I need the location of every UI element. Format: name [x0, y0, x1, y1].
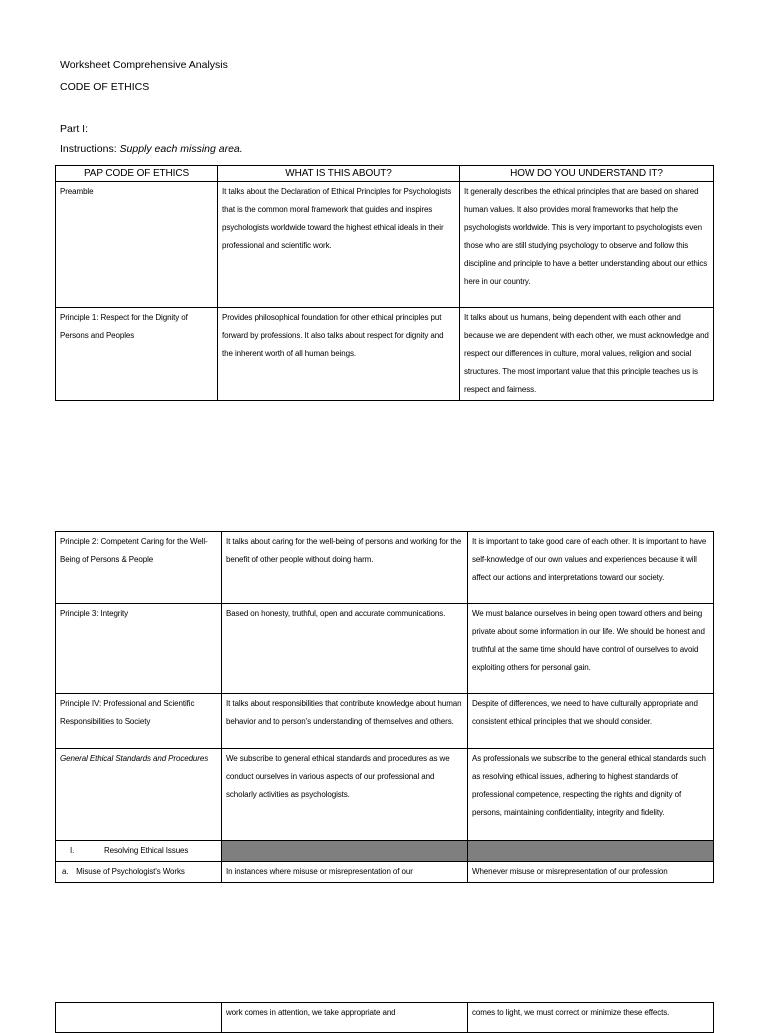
- ethics-table-page-1: [55, 165, 714, 401]
- ethics-table-page-2: [55, 531, 714, 883]
- section-title: Resolving Ethical Issues: [104, 846, 189, 855]
- table-row: [56, 862, 714, 883]
- shaded-cell: [468, 841, 714, 862]
- instructions-text: Supply each missing area.: [119, 143, 243, 155]
- row-understand-cell: It is important to take good care of each other. It is important to have self-knowledge of our own values and experiences because it will affect our actions and interpretations toward our society.: [468, 532, 714, 604]
- column-header-about: WHAT IS THIS ABOUT?: [218, 166, 460, 182]
- row-about-cell: In instances where misuse or misrepresentation of our: [222, 862, 468, 883]
- row-about-cell: It talks about the Declaration of Ethical Principles for Psychologists that is the common moral framework that guides and inspires psychologists worldwide toward the highest ethical ideals in their professional and scientific work.: [218, 182, 460, 308]
- row-label: [56, 1003, 222, 1033]
- row-label: [56, 862, 222, 883]
- row-about-cell: It talks about responsibilities that contribute knowledge about human behavior and to person's understanding of themselves and others.: [222, 694, 468, 749]
- row-understand-cell: We must balance ourselves in being open toward others and being private about some information in our life. We should be honest and truthful at the same time should have control of ourselves to avoid exploiting others for personal gain.: [468, 604, 714, 694]
- instructions-line: [60, 143, 243, 155]
- table-header-row: [56, 166, 714, 182]
- column-header-code: PAP CODE OF ETHICS: [56, 166, 218, 182]
- row-understand-cell: It talks about us humans, being dependent with each other and because we are dependent with each other, we must acknowledge and respect our differences in culture, moral values, religion and social structures. The most important value that this principle teaches us is respect and fairness.: [460, 308, 714, 401]
- row-label: Principle 3: Integrity: [56, 604, 222, 694]
- shaded-cell: [222, 841, 468, 862]
- table-row: [56, 1003, 714, 1033]
- table-row: [56, 182, 714, 308]
- table-row: [56, 749, 714, 841]
- row-label: Principle IV: Professional and Scientific Responsibilities to Society: [56, 694, 222, 749]
- row-understand-cell: It generally describes the ethical principles that are based on shared human values. It also provides moral frameworks that help the psychologists worldwide. This is very important to psychologists even those who are still studying psychology to observe and follow this discipline and principle to have a better understanding about our ethics here in our country.: [460, 182, 714, 308]
- section-row: [56, 841, 714, 862]
- row-label: Preamble: [56, 182, 218, 308]
- row-about-cell: Provides philosophical foundation for other ethical principles put forward by professions. It also talks about respect for dignity and the inherent worth of all human beings.: [218, 308, 460, 401]
- table-row: [56, 308, 714, 401]
- document-subtitle: CODE OF ETHICS: [60, 81, 150, 93]
- table-row: [56, 694, 714, 749]
- row-label: Principle 2: Competent Caring for the Well-Being of Persons & People: [56, 532, 222, 604]
- table-row: [56, 532, 714, 604]
- part-label: Part I:: [60, 123, 89, 135]
- column-header-understand: HOW DO YOU UNDERSTAND IT?: [460, 166, 714, 182]
- row-about-cell: We subscribe to general ethical standards and procedures as we conduct ourselves in various aspects of our professional and scholarly activities as psychologists.: [222, 749, 468, 841]
- worksheet-title: Worksheet Comprehensive Analysis: [60, 59, 228, 71]
- table-row: [56, 604, 714, 694]
- subsection-letter: a.: [62, 867, 69, 876]
- subsection-title: Misuse of Psychologist's Works: [76, 867, 185, 876]
- section-number: I.: [70, 846, 75, 855]
- row-about-cell: Based on honesty, truthful, open and accurate communications.: [222, 604, 468, 694]
- row-understand-cell: Whenever misuse or misrepresentation of our profession: [468, 862, 714, 883]
- row-understand-cell: As professionals we subscribe to the general ethical standards such as resolving ethical issues, adhering to highest standards of professional competence, respecting the rights and dignity of persons, maintaining confidentiality, integrity and fidelity.: [468, 749, 714, 841]
- row-understand-cell: Despite of differences, we need to have culturally appropriate and consistent ethical principles that we should consider.: [468, 694, 714, 749]
- row-label: Principle 1: Respect for the Dignity of Persons and Peoples: [56, 308, 218, 401]
- row-about-cell: It talks about caring for the well-being of persons and working for the benefit of other people without doing harm.: [222, 532, 468, 604]
- ethics-table-page-3: [55, 1002, 714, 1033]
- section-label: [56, 841, 222, 862]
- instructions-label: Instructions:: [60, 143, 117, 155]
- row-understand-cell: comes to light, we must correct or minimize these effects.: [468, 1003, 714, 1033]
- row-label: General Ethical Standards and Procedures: [56, 749, 222, 841]
- row-about-cell: work comes in attention, we take appropriate and: [222, 1003, 468, 1033]
